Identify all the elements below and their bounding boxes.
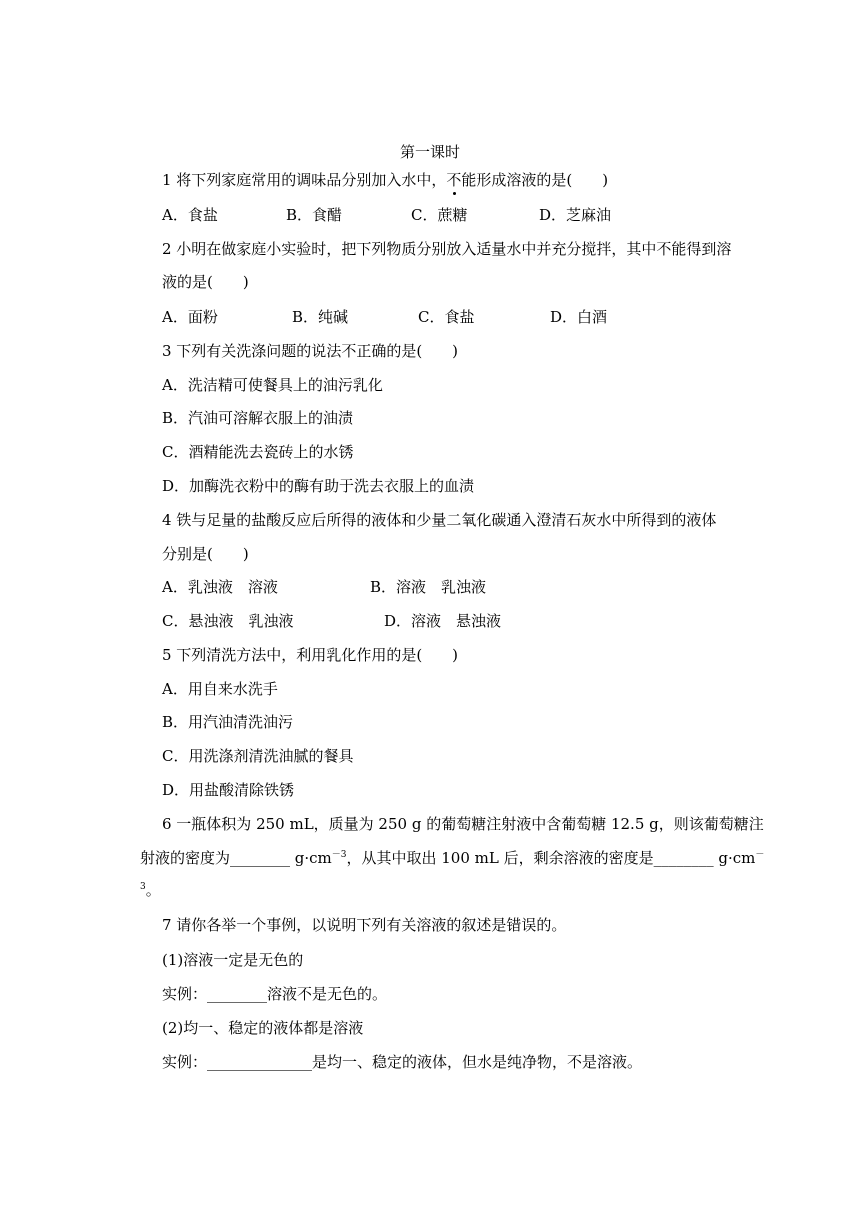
q1-option-b: B．食醋 [286,206,343,224]
q4-option-d: D．溶液 悬浊液 [384,612,502,630]
q5-option-a: A．用自来水洗手 [162,680,278,698]
q4-option-a: A．乳浊液 溶液 [162,578,278,596]
question-2-stem-line1: 2 小明在做家庭小实验时，把下列物质分别放入适量水中并充分搅拌，其中不能得到溶 [162,240,732,258]
q7-part2-prompt: (2)均一、稳定的液体都是溶液 [162,1019,364,1037]
q4-option-b: B．溶液 乳浊液 [370,578,487,596]
q2-option-a: A．面粉 [162,308,218,326]
q5-option-b: B．用汽油清洗油污 [162,713,294,731]
q6-line2-part2: ，从其中取出 100 mL 后，剩余溶液的密度是________ g·cm [346,849,756,867]
q3-option-a: A．洗洁精可使餐具上的油污乳化 [162,376,383,394]
q1-option-d: D．芝麻油 [539,206,612,224]
question-6-line2 [140,848,764,868]
q2-option-b: B．纯碱 [292,308,349,326]
q5-option-d: D．用盐酸清除铁锈 [162,781,295,799]
q7-part2-answer: 实例：______________是均一、稳定的液体，但水是纯净物，不是溶液。 [162,1053,643,1071]
page-title: 第一课时 [399,143,460,161]
question-2-stem-line2: 液的是( ) [162,273,249,291]
q7-part1-prompt: (1)溶液一定是无色的 [162,951,304,969]
question-1-stem [162,170,608,190]
q6-superscript-2: － [755,850,765,860]
q6-superscript-1: －3 [331,850,347,860]
q6-line3-end: 。 [145,881,161,899]
q6-line2-part1: 射液的密度为________ g·cm [140,849,332,867]
question-5-stem: 5 下列清洗方法中，利用乳化作用的是( ) [162,646,459,664]
q1-emphasis: 不 [446,171,462,189]
question-7-stem: 7 请你各举一个事例，以说明下列有关溶液的叙述是错误的。 [162,916,567,934]
question-6-line3 [140,880,161,900]
q1-suffix: 能形成溶液的是( ) [461,171,609,189]
q2-option-c: C．食盐 [418,308,475,326]
q6-superscript-3: 3 [140,882,146,892]
q1-option-a: A．食盐 [162,206,218,224]
question-4-stem-line2: 分别是( ) [162,545,249,563]
question-4-stem-line1: 4 铁与足量的盐酸反应后所得的液体和少量二氧化碳通入澄清石灰水中所得到的液体 [162,511,717,529]
q1-prefix: 1 将下列家庭常用的调味品分别加入水中， [162,171,447,189]
q3-option-c: C．酒精能洗去瓷砖上的水锈 [162,443,354,461]
question-3-stem: 3 下列有关洗涤问题的说法不正确的是( ) [162,342,459,360]
q3-option-d: D．加酶洗衣粉中的酶有助于洗去衣服上的血渍 [162,477,475,495]
q2-option-d: D．白酒 [550,308,608,326]
q7-part1-answer: 实例：________溶液不是无色的。 [162,985,388,1003]
q5-option-c: C．用洗涤剂清洗油腻的餐具 [162,747,354,765]
question-6-line1: 6 一瓶体积为 250 mL，质量为 250 g 的葡萄糖注射液中含葡萄糖 12.5 g，则该葡萄糖注 [162,815,764,833]
q3-option-b: B．汽油可溶解衣服上的油渍 [162,409,354,427]
q4-option-c: C．悬浊液 乳浊液 [162,612,294,630]
q1-option-c: C．蔗糖 [411,206,468,224]
